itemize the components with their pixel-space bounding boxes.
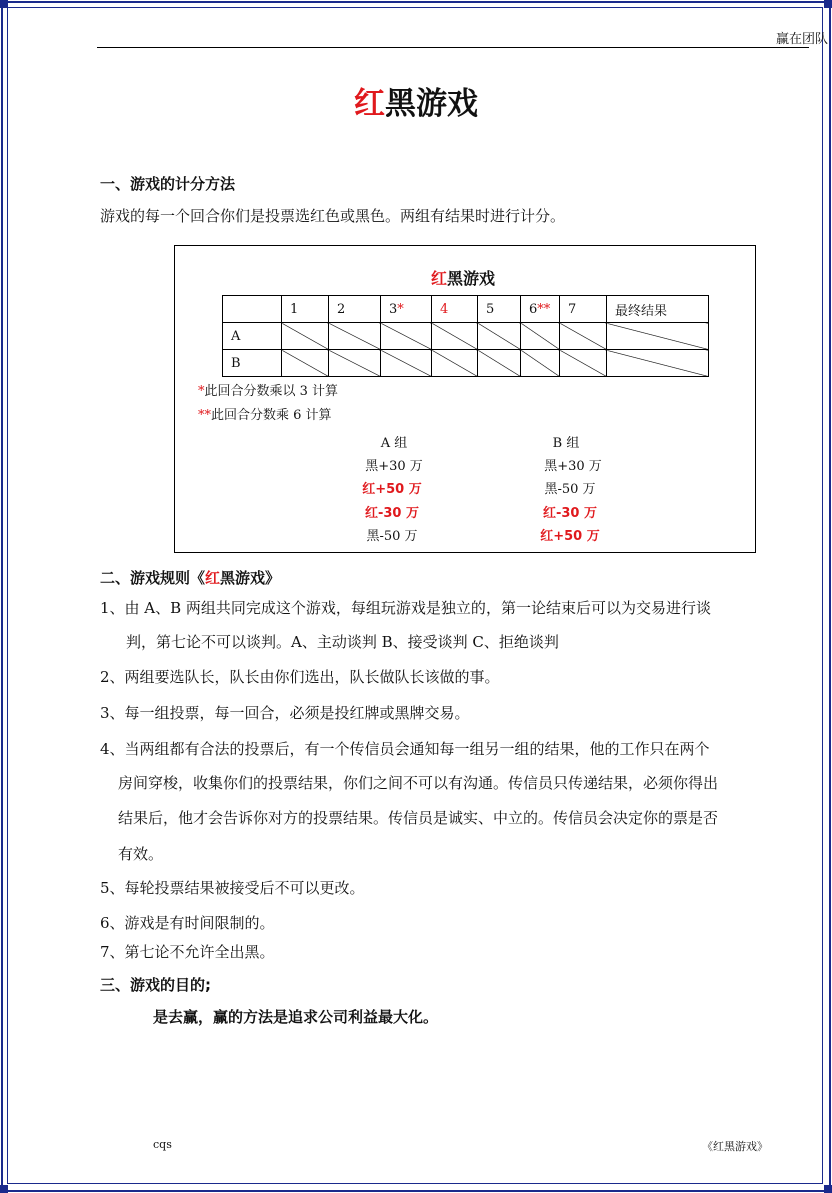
- table-cell: [329, 350, 381, 377]
- outcome-a: 黑+30 万: [365, 459, 423, 474]
- rule-line: 4、当两组都有合法的投票后，有一个传信员会通知每一组另一组的结果，他的工作只在两个: [100, 740, 710, 758]
- table-cell: [560, 323, 607, 350]
- section1-heading: 一、游戏的计分方法: [100, 175, 236, 193]
- section3-text: 是去赢，赢的方法是追求公司利益最大化。: [153, 1008, 439, 1026]
- note-x3: *此回合分数乘以 3 计算: [198, 384, 339, 399]
- scoring-box: [174, 245, 756, 553]
- table-cell: 4: [432, 296, 478, 323]
- corner-mark: [0, 0, 8, 8]
- table-cell: [381, 323, 432, 350]
- group-b-label: B 组: [552, 436, 580, 451]
- header-text: 赢在团队: [776, 32, 829, 47]
- table-cell: [478, 323, 521, 350]
- row-label: B: [223, 350, 282, 377]
- table-cell: [560, 350, 607, 377]
- table-row: [223, 323, 709, 350]
- table-cell: [607, 323, 709, 350]
- rule-line: 有效。: [118, 845, 164, 863]
- table-cell: 最终结果: [607, 296, 709, 323]
- row-label: A: [223, 323, 282, 350]
- box-title: 红黑游戏: [430, 269, 496, 288]
- group-a-label: A 组: [380, 436, 408, 451]
- table-cell: [381, 350, 432, 377]
- table-cell: [432, 323, 478, 350]
- table-cell: [282, 350, 329, 377]
- table-cell: 5: [478, 296, 521, 323]
- corner-mark: [824, 0, 832, 8]
- table-cell: 6**: [521, 296, 560, 323]
- rule-line: 判，第七论不可以谈判。A、主动谈判 B、接受谈判 C、拒绝谈判: [126, 633, 559, 651]
- rule-line: 6、游戏是有时间限制的。: [100, 914, 275, 932]
- footer-left: cqs: [153, 1138, 172, 1151]
- rule-line: 房间穿梭，收集你们的投票结果，你们之间不可以有沟通。传信员只传递结果，必须你得出: [118, 774, 719, 792]
- outcome-a: 黑-50 万: [366, 529, 418, 544]
- table-header-row: [223, 296, 709, 323]
- table-cell: [282, 323, 329, 350]
- rule-line: 3、每一组投票，每一回合，必须是投红牌或黑牌交易。: [100, 704, 470, 722]
- table-cell: 2: [329, 296, 381, 323]
- header-rule: [97, 47, 809, 48]
- table-cell: [521, 350, 560, 377]
- outcome-b: 红-30 万: [542, 506, 597, 521]
- table-cell: [329, 323, 381, 350]
- table-row: [223, 350, 709, 377]
- note-x6: **此回合分数乘 6 计算: [198, 408, 332, 423]
- page-title: 红黑游戏: [354, 86, 478, 122]
- corner-mark: [824, 1185, 832, 1193]
- table-cell: [521, 323, 560, 350]
- section2-heading: 二、游戏规则《红黑游戏》: [100, 569, 281, 587]
- table-cell: [478, 350, 521, 377]
- outcome-b: 红+50 万: [540, 529, 600, 544]
- rule-line: 2、两组要选队长，队长由你们选出，队长做队长该做的事。: [100, 668, 500, 686]
- table-cell: [432, 350, 478, 377]
- table-cell: 3*: [381, 296, 432, 323]
- outcome-a: 红+50 万: [362, 482, 422, 497]
- rule-line: 5、每轮投票结果被接受后不可以更改。: [100, 879, 365, 897]
- section3-heading: 三、游戏的目的;: [100, 976, 211, 994]
- outcome-b: 黑+30 万: [544, 459, 602, 474]
- rule-line: 结果后，他才会告诉你对方的投票结果。传信员是诚实、中立的。传信员会决定你的票是否: [118, 809, 719, 827]
- outcome-b: 黑-50 万: [544, 482, 596, 497]
- corner-mark: [0, 1185, 8, 1193]
- section1-text: 游戏的每一个回合你们是投票选红色或黑色。两组有结果时进行计分。: [100, 207, 566, 225]
- footer-right: 《红黑游戏》: [702, 1140, 768, 1153]
- outcome-a: 红-30 万: [364, 506, 419, 521]
- rule-line: 7、第七论不允许全出黑。: [100, 943, 275, 961]
- score-table: [222, 295, 709, 377]
- table-cell: [223, 296, 282, 323]
- table-cell: [607, 350, 709, 377]
- table-cell: 7: [560, 296, 607, 323]
- rule-line: 1、由 A、B 两组共同完成这个游戏，每组玩游戏是独立的，第一论结束后可以为交易进行谈: [100, 599, 711, 617]
- table-cell: 1: [282, 296, 329, 323]
